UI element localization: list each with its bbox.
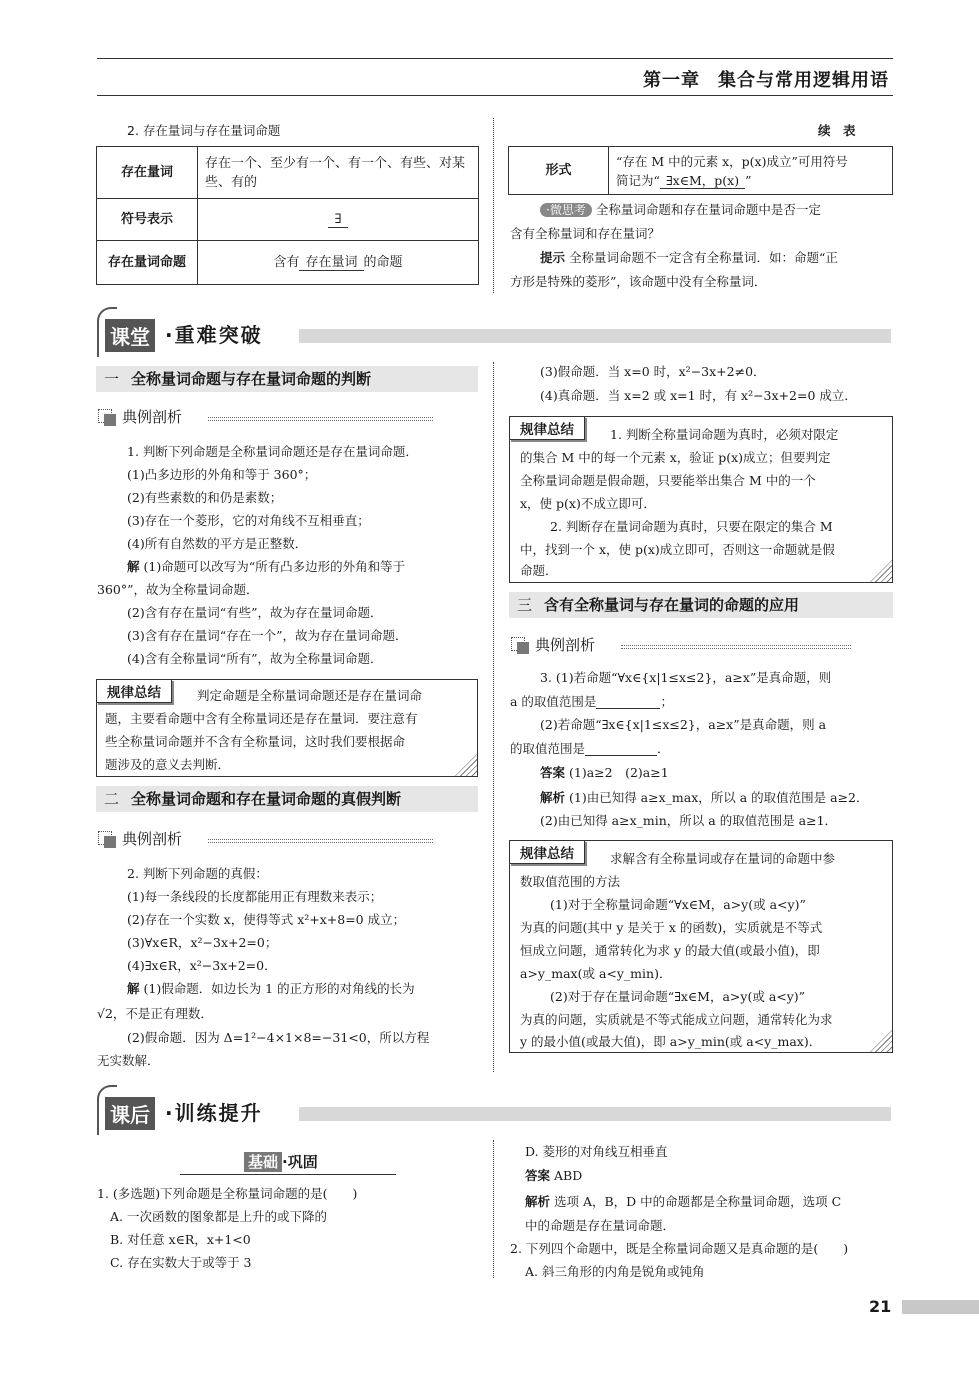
rule-line: a>y_max(或 a<y_min)． (520, 966, 672, 981)
cell-text: 含有 (273, 255, 300, 270)
rule-line: 中，找到一个 x，使 p(x)成立即可，否则这一命题就是假 (520, 542, 835, 557)
cell-line (616, 171, 885, 190)
column-divider (493, 362, 494, 1072)
subtitle: 2. 存在量词与存在量词命题 (127, 123, 281, 138)
example-line (510, 737, 670, 760)
rule-label: 规律总结 (509, 840, 585, 864)
jichu-rule (180, 1174, 396, 1175)
rule-line: 全称量词命题是假命题，只要能举出集合 M 中的一个 (520, 473, 816, 488)
dianli-heading (98, 405, 433, 429)
solution-line: 无实数解． (97, 1053, 160, 1068)
dianli-rule (621, 645, 851, 649)
table-head: 符号表示 (97, 199, 198, 241)
analysis-line: (2)由已知得 a≥x_min，所以 a 的取值范围是 a≥1． (540, 813, 838, 828)
solution-line: 360°”，故为全称量词命题． (97, 582, 259, 597)
example-line: 2. 判断下列命题的真假： (127, 866, 268, 881)
banner-tag: 课堂 (105, 319, 155, 352)
table-cell (198, 199, 479, 241)
analysis-text: (1)由已知得 a≥x_max，所以 a 的取值范围是 a≥2． (569, 790, 869, 805)
example-line: (4)所有自然数的平方是正整数． (127, 536, 308, 551)
example-text: ； (660, 694, 673, 709)
solution-line: (3)含有存在量词“存在一个”，故为存在量词命题． (127, 628, 408, 643)
rule-label: 规律总结 (96, 679, 172, 703)
rule-line: 判定命题是全称量词命题还是存在量词命 (197, 688, 423, 703)
example-text: ． (657, 741, 670, 756)
solution-text: (1)假命题．如边长为 1 的正方形的对角线的长为 (143, 981, 415, 996)
rule-box-3 (509, 840, 893, 1053)
micro-text: 全称量词命题和存在量词命题中是否一定 (595, 202, 821, 217)
analysis-tag: 解析 (540, 790, 566, 805)
rule-line: 为真的问题(其中 y 是关于 x 的函数)，实质就是不等式 (520, 920, 823, 935)
example-icon-fill (104, 414, 116, 426)
solution-line: (2)含有存在量词“有些”，故为存在量词命题． (127, 605, 383, 620)
section-number: 一 (104, 370, 120, 388)
analysis-line (540, 786, 869, 809)
rule-line: 题涉及的意义去判断． (105, 757, 231, 772)
answer-blank (585, 741, 657, 756)
example-line: (4)∃x∈R，x²−3x+2=0． (127, 958, 277, 973)
solution-tag: 解 (127, 981, 140, 996)
answer-line (525, 1164, 582, 1187)
table-cell (609, 147, 893, 195)
hint-text-2: 方形是特殊的菱形”，该命题中没有全称量词． (510, 274, 767, 289)
solution-line: (3)假命题．当 x=0 时，x²−3x+2≠0． (540, 364, 766, 379)
cell-text: 的命题 (363, 255, 403, 270)
answer-tag: 答案 (525, 1168, 551, 1183)
table-cell (198, 241, 479, 285)
example-text: 的取值范围是 (510, 741, 586, 756)
section-title: 全称量词命题与存在量词命题的判断 (131, 370, 372, 388)
rule-line: 题，主要看命题中含有全称量词还是存在量词．要注意有 (105, 711, 418, 726)
chapter-title: 集合与常用逻辑用语 (718, 70, 889, 91)
question-line: 1. (多选题)下列命题是全称量词命题的是( ) (97, 1186, 358, 1201)
analysis-line (525, 1190, 841, 1213)
jichu-text: ·巩固 (282, 1153, 318, 1171)
solution-line (127, 977, 415, 1000)
example-icon-fill (517, 642, 529, 654)
micro-text-2: 含有全称量词和存在量词？ (510, 226, 661, 241)
rule-box-1 (96, 679, 478, 777)
answer-line (540, 761, 669, 784)
rule-line: 命题． (520, 563, 558, 578)
example-line: 1. 判断下列命题是全称量词命题还是存在量词命题． (127, 444, 418, 459)
jichu-heading (244, 1151, 318, 1172)
option-line: D. 菱形的对角线互相垂直 (525, 1144, 668, 1159)
section-heading-2 (96, 786, 478, 812)
banner-subtitle: ·训练提升 (165, 1101, 263, 1125)
cell-blank: 存在量词 (299, 255, 363, 271)
rule-line: 求解含有全称量词或存在量词的命题中参 (610, 851, 836, 866)
answer-blank (596, 694, 660, 709)
cell-text: 简记为“ (616, 172, 660, 188)
continued-label: 续 表 (818, 123, 856, 138)
section-number: 三 (517, 596, 533, 614)
table-head: 存在量词命题 (97, 241, 198, 285)
running-header (643, 66, 889, 92)
rule-line: (2)对于存在量词命题“∃x∈M，a>y(或 a<y)” (550, 989, 806, 1004)
rule-line: x，使 p(x)不成立即可． (520, 496, 656, 511)
answer-text: (1)a≥2 (2)a≥1 (569, 765, 669, 780)
hint-tag: 提示 (540, 250, 566, 265)
banner-bar (299, 1107, 891, 1121)
rule-line: 2. 判断存在量词命题为真时，只要在限定的集合 M (550, 519, 833, 534)
page-number-bar (902, 1300, 979, 1314)
solution-line: (4)真命题．当 x=2 或 x=1 时，有 x²−3x+2=0 成立． (540, 388, 857, 403)
corner-hatch (455, 754, 477, 776)
hint-text: 全称量词命题不一定含有全称量词．如：命题“正 (569, 250, 838, 265)
section-title: 全称量词命题和存在量词命题的真假判断 (131, 790, 402, 808)
example-line: (2)若命题“∃x∈{x|1≤x≤2}，a≥x”是真命题，则 a (540, 717, 827, 732)
answer-tag: 答案 (540, 765, 566, 780)
example-line: (2)存在一个实数 x，使得等式 x²+x+8=0 成立； (127, 912, 406, 927)
question-line: 2. 下列四个命题中，既是全称量词命题又是真命题的是( ) (510, 1241, 849, 1256)
solution-line: √2，不是正有理数． (97, 1006, 213, 1021)
banner-tag: 课后 (105, 1097, 155, 1130)
option-line: A. 斜三角形的内角是锐角或钝角 (525, 1264, 705, 1279)
example-line: (3)存在一个菱形，它的对角线不互相垂直； (127, 513, 370, 528)
option-line: A. 一次函数的图象都是上升的或下降的 (110, 1209, 327, 1224)
solution-line: (2)假命题．因为 Δ=1²−4×1×8=−31<0，所以方程 (127, 1030, 430, 1045)
dianli-heading (98, 827, 433, 851)
example-line: 3. (1)若命题“∀x∈{x|1≤x≤2}，a≥x”是真命题，则 (540, 670, 832, 685)
example-line (510, 690, 673, 713)
example-line: (3)∀x∈R，x²−3x+2=0； (127, 935, 278, 950)
corner-hatch (870, 560, 892, 582)
dianli-rule (208, 839, 433, 843)
cell-blank: ∃x∈M，p(x) (660, 173, 745, 189)
section-heading-3 (509, 592, 893, 618)
continued-table (508, 146, 893, 195)
jichu-tag: 基础 (244, 1152, 282, 1172)
solution-tag: 解 (127, 559, 140, 574)
column-divider (493, 118, 494, 293)
solution-line (127, 555, 405, 578)
option-line: C. 存在实数大于或等于 3 (110, 1255, 252, 1270)
header-top-rule (97, 58, 893, 59)
rule-line: 些全称量词命题并不含有全称量词，这时我们要根据命 (105, 734, 406, 749)
example-icon-fill (104, 836, 116, 848)
dianli-rule (208, 417, 433, 421)
dianli-label: 典例剖析 (122, 830, 183, 848)
micro-thinking (540, 198, 821, 222)
analysis-text: 选项 A，B，D 中的命题都是全称量词命题，选项 C (554, 1194, 842, 1209)
micro-thinking-tag: ·微思考 (540, 203, 592, 217)
table-head: 存在量词 (97, 147, 198, 199)
option-line: B. 对任意 x∈R，x+1<0 (110, 1232, 251, 1247)
existential-quantifier-table (96, 146, 479, 285)
section-number: 二 (104, 790, 120, 808)
analysis-tag: 解析 (525, 1194, 551, 1209)
rule-box-2 (509, 416, 893, 583)
banner-subtitle: ·重难突破 (165, 323, 263, 347)
symbol-blank: ∃ (328, 212, 347, 228)
example-text: a 的取值范围是 (510, 694, 597, 709)
rule-line: 数取值范围的方法 (520, 874, 621, 889)
rule-label: 规律总结 (509, 416, 585, 440)
banner-after-class (97, 1085, 893, 1135)
analysis-line: 中的命题是存在量词命题． (525, 1218, 676, 1233)
solution-text: (1)命题可以改写为“所有凸多边形的外角和等于 (143, 559, 406, 574)
column-divider (493, 1140, 494, 1278)
dianli-label: 典例剖析 (535, 636, 596, 654)
header-bottom-rule (97, 95, 893, 96)
rule-line: 恒成立问题，通常转化为求 y 的最大值(或最小值)，即 (520, 943, 820, 958)
table-cell: 存在一个、至少有一个、有一个、有些、对某些、有的 (198, 147, 479, 199)
section-title: 含有全称量词与存在量词的命题的应用 (544, 596, 800, 614)
cell-line: “存在 M 中的元素 x，p(x)成立”可用符号 (616, 153, 848, 169)
hint (540, 246, 838, 269)
example-line: (1)凸多边形的外角和等于 360°； (127, 467, 317, 482)
example-line: (1)每一条线段的长度都能用正有理数来表示； (127, 889, 383, 904)
rule-line: 的集合 M 中的每一个元素 x，验证 p(x)成立；但要判定 (520, 450, 831, 465)
corner-hatch (870, 1030, 892, 1052)
table-head: 形式 (509, 147, 609, 195)
rule-line: 为真的问题，实质就是不等式能成立问题，通常转化为求 (520, 1012, 833, 1027)
rule-line: (1)对于全称量词命题“∀x∈M，a>y(或 a<y)” (550, 897, 806, 912)
rule-line: y 的最小值(或最大值)，即 a>y_min(或 a<y_max)． (520, 1034, 822, 1049)
example-line: (2)有些素数的和仍是素数； (127, 490, 283, 505)
answer-text: ABD (554, 1168, 583, 1183)
dianli-label: 典例剖析 (122, 408, 183, 426)
solution-line: (4)含有全称量词“所有”，故为全称量词命题． (127, 651, 383, 666)
page-number: 21 (869, 1297, 892, 1316)
chapter-label: 第一章 (643, 70, 700, 91)
dianli-heading (511, 633, 851, 657)
banner-classroom (97, 307, 893, 357)
section-heading-1 (96, 366, 478, 392)
cell-text: ” (745, 172, 752, 188)
rule-line: 1. 判断全称量词命题为真时，必须对限定 (610, 427, 839, 442)
banner-bar (299, 329, 891, 343)
